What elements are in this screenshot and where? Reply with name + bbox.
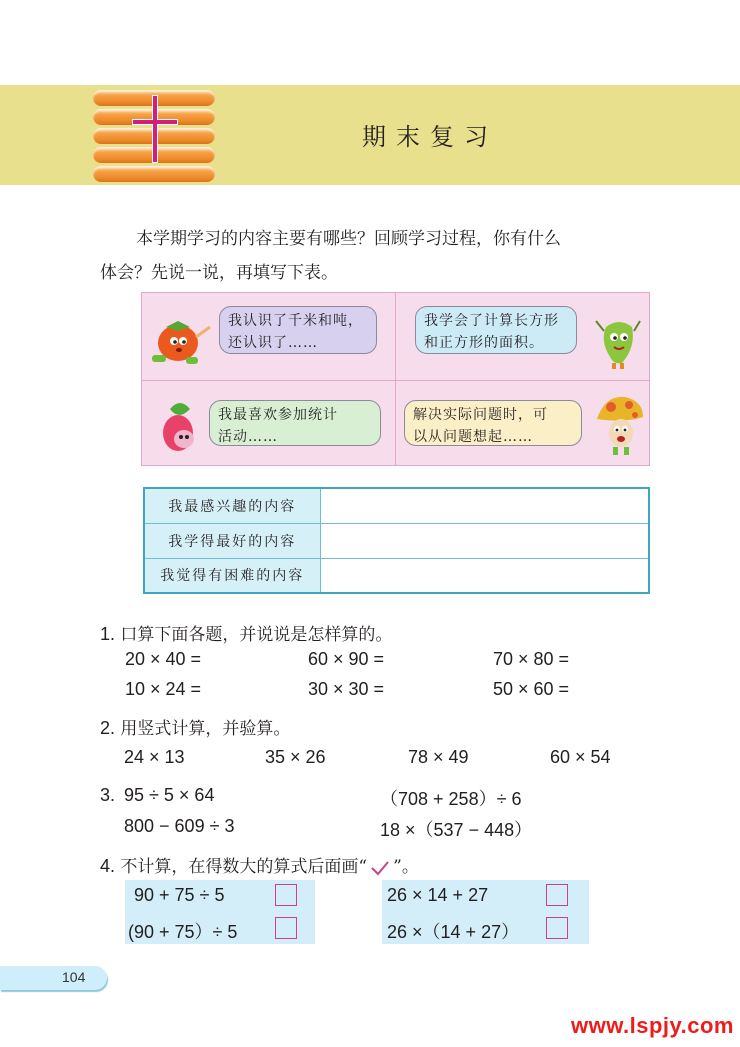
answer-checkbox[interactable] <box>275 884 297 906</box>
green-pepper-character-icon <box>594 313 644 371</box>
tomato-character-icon <box>148 317 216 369</box>
exercise-3-item: 18 ×（537 − 448） <box>380 820 533 840</box>
exercise-1-item: 20 × 40 = <box>125 649 202 669</box>
exercise-1-item: 50 × 60 = <box>493 679 570 699</box>
comparison-expression: 90 + 75 ÷ 5 <box>134 885 225 905</box>
exercise-1-item: 60 × 90 = <box>308 649 385 669</box>
answer-checkbox[interactable] <box>546 884 568 906</box>
exercise-3-item: 95 ÷ 5 × 64 <box>124 785 215 805</box>
comparison-expression: (90 + 75）÷ 5 <box>128 922 238 942</box>
chapter-title: 期末复习 <box>362 123 498 151</box>
comparison-expression: 26 × 14 + 27 <box>387 885 489 905</box>
exercise-3-number: 3. <box>100 785 116 805</box>
speech-bubble-pepper: 我学会了计算长方形 和正方形的面积。 <box>415 306 577 354</box>
review-table <box>143 487 650 594</box>
table-row <box>144 488 649 523</box>
exercise-4-prompt: 4. 不计算，在得数大的算式后面画“ ”。 <box>100 856 419 877</box>
exercise-2-prompt: 2. 用竖式计算，并验算。 <box>100 718 291 739</box>
exercise-2-item: 78 × 49 <box>408 747 469 767</box>
chapter-badge <box>93 88 215 184</box>
page-number-tab <box>0 966 107 990</box>
comparison-expression: 26 ×（14 + 27） <box>387 922 520 942</box>
exercise-1-item: 70 × 80 = <box>493 649 570 669</box>
exercise-3-item: 800 − 609 ÷ 3 <box>124 816 235 836</box>
mushroom-character-icon <box>595 393 645 459</box>
answer-checkbox[interactable] <box>546 917 568 939</box>
checkmark-icon <box>370 860 390 876</box>
row-input-difficult[interactable] <box>320 558 649 593</box>
exercise-1-item: 10 × 24 = <box>125 679 202 699</box>
exercise-2-item: 35 × 26 <box>265 747 326 767</box>
row-input-most-interesting[interactable] <box>320 488 649 523</box>
intro-line-2: 体会？先说一说，再填写下表。 <box>100 263 338 283</box>
row-label-most-interesting: 我最感兴趣的内容 <box>144 488 320 523</box>
watermark-link[interactable]: www.lspjy.com <box>571 1013 734 1038</box>
row-label-best-learned: 我学得最好的内容 <box>144 523 320 558</box>
row-label-difficult: 我觉得有困难的内容 <box>144 558 320 593</box>
chapter-numeral-ten-icon <box>130 93 180 165</box>
reflection-quotes-panel <box>141 292 650 466</box>
speech-bubble-mushroom: 解决实际问题时，可 以从问题想起…… <box>404 400 582 446</box>
answer-checkbox[interactable] <box>275 917 297 939</box>
speech-bubble-radish: 我最喜欢参加统计 活动…… <box>209 400 381 446</box>
radish-character-icon <box>156 397 204 455</box>
intro-paragraph <box>100 222 660 290</box>
table-row <box>144 558 649 593</box>
speech-bubble-tomato: 我认识了千米和吨， 还认识了…… <box>219 306 377 354</box>
table-row <box>144 523 649 558</box>
exercise-3-item: （708 + 258）÷ 6 <box>380 789 522 809</box>
intro-line-1: 本学期学习的内容主要有哪些？回顾学习过程，你有什么 <box>136 229 561 249</box>
exercise-2-item: 60 × 54 <box>550 747 611 767</box>
row-input-best-learned[interactable] <box>320 523 649 558</box>
page-number: 104 <box>62 969 86 985</box>
exercise-2-item: 24 × 13 <box>124 747 185 767</box>
exercise-1-item: 30 × 30 = <box>308 679 385 699</box>
exercise-1-prompt: 1. 口算下面各题，并说说是怎样算的。 <box>100 624 393 645</box>
